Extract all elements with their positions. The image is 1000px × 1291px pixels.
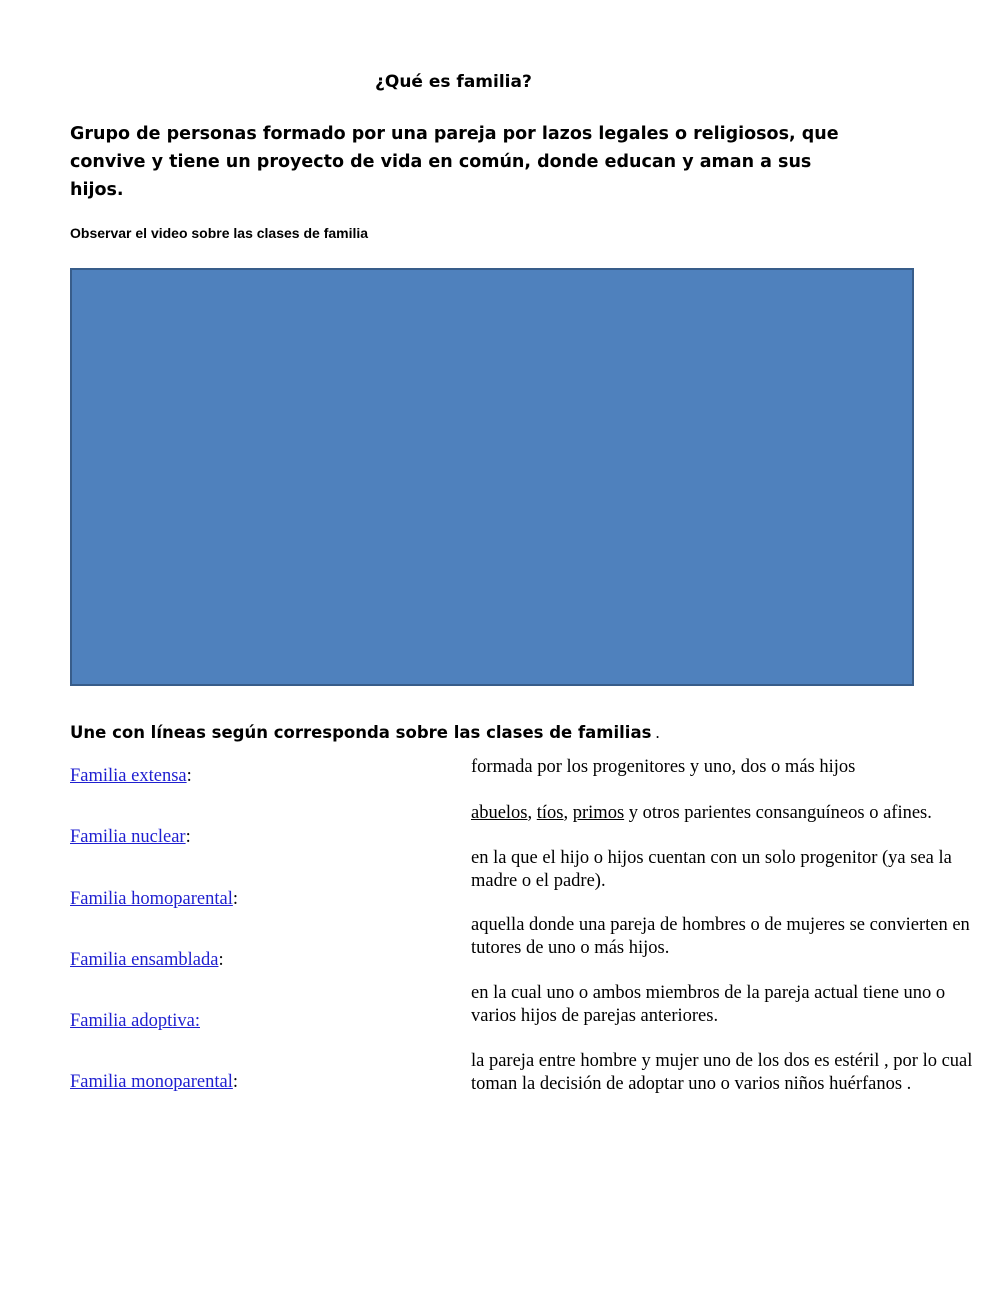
matching-heading <box>70 723 660 743</box>
page-title: ¿Qué es familia? <box>375 72 532 92</box>
term-link-homoparental[interactable]: Familia homoparental <box>70 889 233 909</box>
term-familia-ensamblada <box>70 950 224 971</box>
definition-item: abuelos, tíos, primos y otros parientes consanguíneos o afines. <box>471 803 932 823</box>
definition-word: primos <box>572 803 625 823</box>
term-link-ensamblada[interactable]: Familia ensamblada <box>70 950 219 970</box>
term-suffix: : <box>185 827 191 847</box>
definition-word: abuelos <box>471 803 528 823</box>
term-familia-extensa <box>70 766 192 787</box>
term-link-monoparental[interactable]: Familia monoparental <box>70 1072 233 1092</box>
term-link-nuclear[interactable]: Familia nuclear <box>70 827 186 847</box>
term-suffix: : <box>218 950 224 970</box>
video-instruction: Observar el video sobre las clases de familia <box>70 225 369 241</box>
term-suffix: : <box>232 889 239 909</box>
term-familia-monoparental <box>70 1072 238 1093</box>
definition-item: en la que el hijo o hijos cuentan con un solo progenitor (ya sea la madre o el padre). <box>471 848 952 891</box>
definition-item: la pareja entre hombre y mujer uno de los dos es estéril , por lo cual toman la decisión de adoptar uno o varios niños huérfanos . <box>471 1051 973 1094</box>
term-familia-adoptiva <box>70 1011 200 1032</box>
term-familia-nuclear <box>70 827 191 848</box>
term-suffix: : <box>186 766 192 786</box>
definition-item: aquella donde una pareja de hombres o de mujeres se convierten en tutores de uno o más hijos. <box>471 915 970 958</box>
matching-heading-suffix: . <box>651 723 660 742</box>
matching-heading-text: Une con líneas según corresponda sobre las clases de familias <box>70 723 652 742</box>
definition-item: en la cual uno o ambos miembros de la pareja actual tiene uno o varios hijos de parejas anteriores. <box>471 983 946 1026</box>
term-suffix: : <box>232 1072 239 1092</box>
video-placeholder[interactable] <box>70 268 914 686</box>
definition-word: tíos <box>536 803 564 823</box>
term-link-adoptiva[interactable]: Familia adoptiva: <box>70 1011 200 1031</box>
term-familia-homoparental <box>70 889 238 910</box>
intro-paragraph: Grupo de personas formado por una pareja por lazos legales o religiosos, que convive y tiene un proyecto de vida en común, donde educan y aman a sus hijos. <box>70 124 839 200</box>
term-link-extensa[interactable]: Familia extensa <box>70 766 187 786</box>
definition-item: formada por los progenitores y uno, dos o más hijos <box>471 757 856 777</box>
